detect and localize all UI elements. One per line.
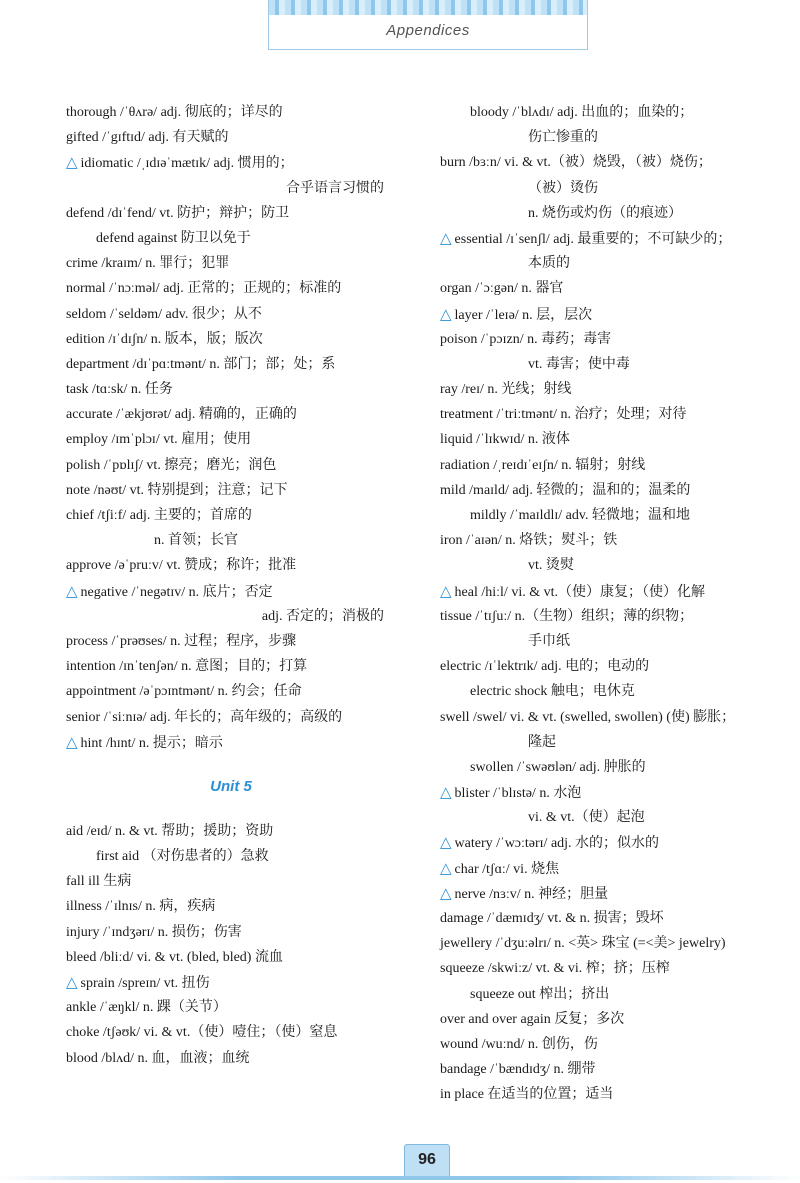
vocab-entry-text: defend /dɪˈfend/ vt. 防护；辩护；防卫 xyxy=(66,205,290,221)
vocab-entry xyxy=(66,528,396,553)
vocab-entry xyxy=(440,427,785,452)
vocab-entry-text: accurate /ˈækjʊrət/ adj. 精确的，正确的 xyxy=(66,407,297,423)
vocab-entry xyxy=(440,654,785,679)
vocab-entry xyxy=(66,553,396,578)
vocab-entry-text: note /nəʊt/ vt. 特别提到；注意；记下 xyxy=(66,482,288,498)
vocab-entry-text: （被）烫伤 xyxy=(528,180,598,196)
vocab-entry xyxy=(440,503,785,528)
vocab-entry-text: n. 首领；长官 xyxy=(154,533,238,549)
vocab-entry xyxy=(440,125,785,150)
vocab-entry-text: negative /ˈnegətɪv/ n. 底片；否定 xyxy=(80,584,273,600)
vocab-entry xyxy=(440,176,785,201)
vocab-entry xyxy=(440,856,785,881)
vocab-entry xyxy=(66,894,396,919)
vocab-entry-text: wound /wuːnd/ n. 创伤，伤 xyxy=(440,1036,598,1052)
vocab-entry-text: normal /ˈnɔːməl/ adj. 正常的；正规的；标准的 xyxy=(66,281,342,297)
triangle-marker-icon: △ xyxy=(66,732,78,751)
vocab-entry xyxy=(440,780,785,805)
vocab-entry-text: radiation /ˌreɪdɪˈeɪʃn/ n. 辐射；射线 xyxy=(440,457,646,473)
vocab-entry-text: seldom /ˈseldəm/ adv. 很少；从不 xyxy=(66,306,262,322)
vocab-entry-text: in place 在适当的位置；适当 xyxy=(440,1087,614,1103)
vocab-entry-text: mild /maɪld/ adj. 轻微的；温和的；温柔的 xyxy=(440,482,691,498)
vocab-entry-text: organ /ˈɔːgən/ n. 器官 xyxy=(440,281,564,297)
page-header-tab xyxy=(268,0,588,50)
right-column xyxy=(440,100,785,1108)
vocab-entry xyxy=(440,730,785,755)
unit-heading: Unit 5 xyxy=(210,777,252,795)
vocab-entry xyxy=(440,100,785,125)
left-column xyxy=(66,100,396,1071)
vocab-entry xyxy=(440,679,785,704)
vocab-entry-text: vt. 烫熨 xyxy=(528,558,574,574)
header-title: Appendices xyxy=(386,22,470,39)
vocab-entry-text: n. 烧伤或灼伤（的痕迹） xyxy=(528,205,682,221)
vocab-entry xyxy=(66,302,396,327)
vocab-entry xyxy=(66,176,396,201)
vocab-entry-text: chief /tʃiːf/ adj. 主要的；首席的 xyxy=(66,508,252,523)
vocab-entry-text: essential /ɪˈsenʃl/ adj. 最重要的；不可缺少的； xyxy=(454,231,732,247)
vocab-entry-text: ankle /ˈæŋkl/ n. 踝（关节） xyxy=(66,1000,227,1016)
vocab-entry xyxy=(440,478,785,503)
vocab-entry-text: injury /ˈɪndʒərɪ/ n. 损伤；伤害 xyxy=(66,924,242,940)
triangle-marker-icon: △ xyxy=(440,858,452,877)
vocab-entry xyxy=(66,226,396,251)
vocab-entry-text: nerve /nɜːv/ n. 神经；胆量 xyxy=(454,886,609,902)
vocab-entry-text: appointment /əˈpɔɪntmənt/ n. 约会；任命 xyxy=(66,684,302,700)
vocab-entry-text: 隆起 xyxy=(528,734,556,750)
left-entries-after-unit xyxy=(66,819,396,1071)
vocab-entry xyxy=(440,906,785,931)
vocab-entry xyxy=(66,629,396,654)
vocab-entry xyxy=(440,805,785,830)
vocab-entry xyxy=(66,679,396,704)
footer-decoration xyxy=(0,1176,800,1180)
vocab-entry-text: liquid /ˈlɪkwɪd/ n. 液体 xyxy=(440,432,570,448)
vocab-entry xyxy=(66,995,396,1020)
vocab-entry-text: bloody /ˈblʌdɪ/ adj. 出血的；血染的； xyxy=(470,105,694,120)
vocab-entry xyxy=(440,755,785,780)
vocab-entry xyxy=(440,579,785,604)
vocab-entry-text: illness /ˈɪlnɪs/ n. 病，疾病 xyxy=(66,899,216,915)
vocab-entry-text: swell /swel/ vi. & vt. (swelled, swollen) (使) 膨胀； xyxy=(440,709,736,725)
vocab-entry xyxy=(440,352,785,377)
vocab-entry-text: layer /ˈleɪə/ n. 层，层次 xyxy=(454,307,593,323)
triangle-marker-icon: △ xyxy=(440,833,452,852)
vocab-entry-text: damage /ˈdæmɪdʒ/ vt. & n. 损害；毁坏 xyxy=(440,911,664,926)
vocab-entry-text: treatment /ˈtriːtmənt/ n. 治疗；处理；对待 xyxy=(440,407,687,423)
vocab-entry xyxy=(440,201,785,226)
vocab-entry-text: poison /ˈpɔɪzn/ n. 毒药；毒害 xyxy=(440,331,612,347)
vocab-entry xyxy=(440,226,785,251)
vocab-entry-text: defend against 防卫以免于 xyxy=(96,230,251,246)
vocab-entry xyxy=(66,276,396,301)
vocab-entry xyxy=(440,276,785,301)
vocab-entry-text: first aid （对伤患者的）急救 xyxy=(96,849,269,865)
vocab-entry-text: vi. & vt.（使）起泡 xyxy=(528,810,645,826)
vocab-entry xyxy=(66,327,396,352)
vocab-entry-text: gifted /ˈgɪftɪd/ adj. 有天赋的 xyxy=(66,130,229,146)
header-wave-decoration xyxy=(269,0,587,15)
vocab-entry-text: idiomatic /ˌɪdɪəˈmætɪk/ adj. 惯用的； xyxy=(80,156,294,172)
vocab-entry-text: task /tɑːsk/ n. 任务 xyxy=(66,382,173,398)
vocab-entry xyxy=(66,100,396,125)
vocab-entry xyxy=(66,654,396,679)
vocab-entry-text: process /ˈprəʊses/ n. 过程；程序，步骤 xyxy=(66,633,297,649)
vocab-entry xyxy=(440,1057,785,1082)
vocab-entry xyxy=(440,377,785,402)
vocab-entry-text: senior /ˈsiːnɪə/ adj. 年长的；高年级的；高级的 xyxy=(66,709,343,725)
vocab-entry xyxy=(440,150,785,175)
triangle-marker-icon: △ xyxy=(66,153,78,172)
vocab-entry-text: employ /ɪmˈplɔɪ/ vt. 雇用；使用 xyxy=(66,432,252,448)
triangle-marker-icon: △ xyxy=(440,783,452,802)
vocab-entry xyxy=(66,402,396,427)
vocab-entry xyxy=(66,150,396,175)
vocab-entry-text: burn /bɜːn/ vi. & vt.（被）烧毁，（被）烧伤； xyxy=(440,155,712,171)
vocab-entry-text: heal /hiːl/ vi. & vt.（使）康复；（使）化解 xyxy=(454,584,705,600)
vocab-entry-text: vt. 毒害；使中毒 xyxy=(528,356,630,372)
vocab-entry-text: fall ill 生病 xyxy=(66,874,132,890)
vocab-entry xyxy=(66,920,396,945)
triangle-marker-icon: △ xyxy=(440,228,452,247)
vocab-entry xyxy=(440,629,785,654)
vocab-entry xyxy=(440,302,785,327)
vocab-entry xyxy=(66,730,396,755)
vocab-entry-text: blister /ˈblɪstə/ n. 水泡 xyxy=(454,786,582,802)
vocab-entry xyxy=(66,1020,396,1045)
vocab-entry xyxy=(440,956,785,981)
vocab-entry xyxy=(66,352,396,377)
vocab-entry-text: char /tʃɑː/ vi. 烧焦 xyxy=(454,861,560,877)
vocab-entry xyxy=(66,579,396,604)
vocab-entry-text: edition /ɪˈdɪʃn/ n. 版本，版；版次 xyxy=(66,331,263,347)
vocab-entry-text: tissue /ˈtɪʃuː/ n.（生物）组织；薄的织物； xyxy=(440,608,694,624)
vocab-entry xyxy=(66,125,396,150)
vocab-entry-text: approve /əˈpruːv/ vt. 赞成；称许；批准 xyxy=(66,558,297,574)
vocab-entry-text: bleed /bliːd/ vi. & vt. (bled, bled) 流血 xyxy=(66,949,283,965)
vocab-entry-text: electric /ɪˈlektrɪk/ adj. 电的；电动的 xyxy=(440,659,650,675)
vocab-entry-text: bandage /ˈbændɪdʒ/ n. 绷带 xyxy=(440,1062,596,1078)
vocab-entry xyxy=(440,830,785,855)
vocab-entry-text: intention /ɪnˈtenʃən/ n. 意图；目的；打算 xyxy=(66,659,308,675)
triangle-marker-icon: △ xyxy=(440,883,452,902)
vocab-entry-text: over and over again 反复；多次 xyxy=(440,1011,625,1027)
vocab-entry xyxy=(66,453,396,478)
vocab-entry-text: iron /ˈaɪən/ n. 烙铁；熨斗；铁 xyxy=(440,533,618,549)
vocab-entry xyxy=(66,201,396,226)
left-entries-before-unit xyxy=(66,100,396,755)
vocab-entry-text: choke /tʃəʊk/ vi. & vt.（使）噎住；（使）窒息 xyxy=(66,1025,338,1041)
vocab-entry xyxy=(66,503,396,528)
vocab-entry-text: ray /reɪ/ n. 光线；射线 xyxy=(440,382,572,398)
vocab-entry xyxy=(66,604,396,629)
page-number-badge: 96 xyxy=(404,1144,450,1180)
vocab-entry xyxy=(440,528,785,553)
vocab-entry-text: blood /blʌd/ n. 血，血液；血统 xyxy=(66,1050,250,1066)
vocab-entry xyxy=(440,604,785,629)
triangle-marker-icon: △ xyxy=(66,581,78,600)
vocab-entry-text: 本质的 xyxy=(528,256,570,272)
vocab-entry-text: 合乎语言习惯的 xyxy=(286,180,384,196)
vocab-entry xyxy=(440,982,785,1007)
vocab-entry xyxy=(440,1032,785,1057)
vocab-entry xyxy=(66,377,396,402)
triangle-marker-icon: △ xyxy=(66,973,78,991)
vocab-entry xyxy=(66,945,396,970)
vocab-entry xyxy=(440,931,785,956)
vocab-entry xyxy=(440,453,785,478)
vocab-entry-text: watery /ˈwɔːtərɪ/ adj. 水的；似水的 xyxy=(454,836,660,852)
vocab-entry xyxy=(66,427,396,452)
vocab-entry-text: squeeze /skwiːz/ vt. & vi. 榨；挤；压榨 xyxy=(440,961,670,977)
vocab-entry xyxy=(440,1082,785,1107)
vocab-entry xyxy=(66,970,396,995)
vocab-entry xyxy=(66,819,396,844)
vocab-entry-text: electric shock 触电；电休克 xyxy=(470,684,635,700)
vocab-entry-text: swollen /ˈswəʊlən/ adj. 肿胀的 xyxy=(470,759,646,775)
vocab-entry-text: hint /hɪnt/ n. 提示；暗示 xyxy=(80,735,223,751)
vocab-entry xyxy=(66,251,396,276)
vocab-entry xyxy=(66,705,396,730)
vocab-entry-text: jewellery /ˈdʒuːəlrɪ/ n. <英> 珠宝 (=<美> jewelry) xyxy=(440,936,726,952)
vocab-entry-text: 手巾纸 xyxy=(528,633,570,649)
vocab-entry xyxy=(66,844,396,869)
vocab-entry xyxy=(440,251,785,276)
right-entries xyxy=(440,100,785,1108)
vocab-entry-text: 伤亡惨重的 xyxy=(528,130,598,146)
vocab-entry xyxy=(66,478,396,503)
vocab-entry-text: squeeze out 榨出；挤出 xyxy=(470,986,610,1002)
vocab-entry-text: aid /eɪd/ n. & vt. 帮助；援助；资助 xyxy=(66,823,274,839)
vocab-entry xyxy=(66,869,396,894)
vocab-entry-text: department /dɪˈpɑːtmənt/ n. 部门；部；处；系 xyxy=(66,356,336,372)
vocab-entry xyxy=(66,1046,396,1071)
vocab-entry xyxy=(440,327,785,352)
vocab-entry-text: sprain /spreɪn/ vt. 扭伤 xyxy=(80,976,210,991)
vocab-entry-text: polish /ˈpɒlɪʃ/ vt. 擦亮；磨光；润色 xyxy=(66,457,277,473)
vocab-entry-text: crime /kraɪm/ n. 罪行；犯罪 xyxy=(66,256,230,272)
vocab-entry xyxy=(440,705,785,730)
vocab-entry-text: mildly /ˈmaɪldlɪ/ adv. 轻微地；温和地 xyxy=(470,508,690,523)
vocab-entry-text: thorough /ˈθʌrə/ adj. 彻底的；详尽的 xyxy=(66,105,283,120)
vocab-entry-text: adj. 否定的；消极的 xyxy=(261,608,384,624)
triangle-marker-icon: △ xyxy=(440,581,452,600)
vocab-entry xyxy=(440,402,785,427)
vocab-entry xyxy=(440,881,785,906)
vocab-entry xyxy=(440,1007,785,1032)
triangle-marker-icon: △ xyxy=(440,304,452,323)
vocab-entry xyxy=(440,553,785,578)
